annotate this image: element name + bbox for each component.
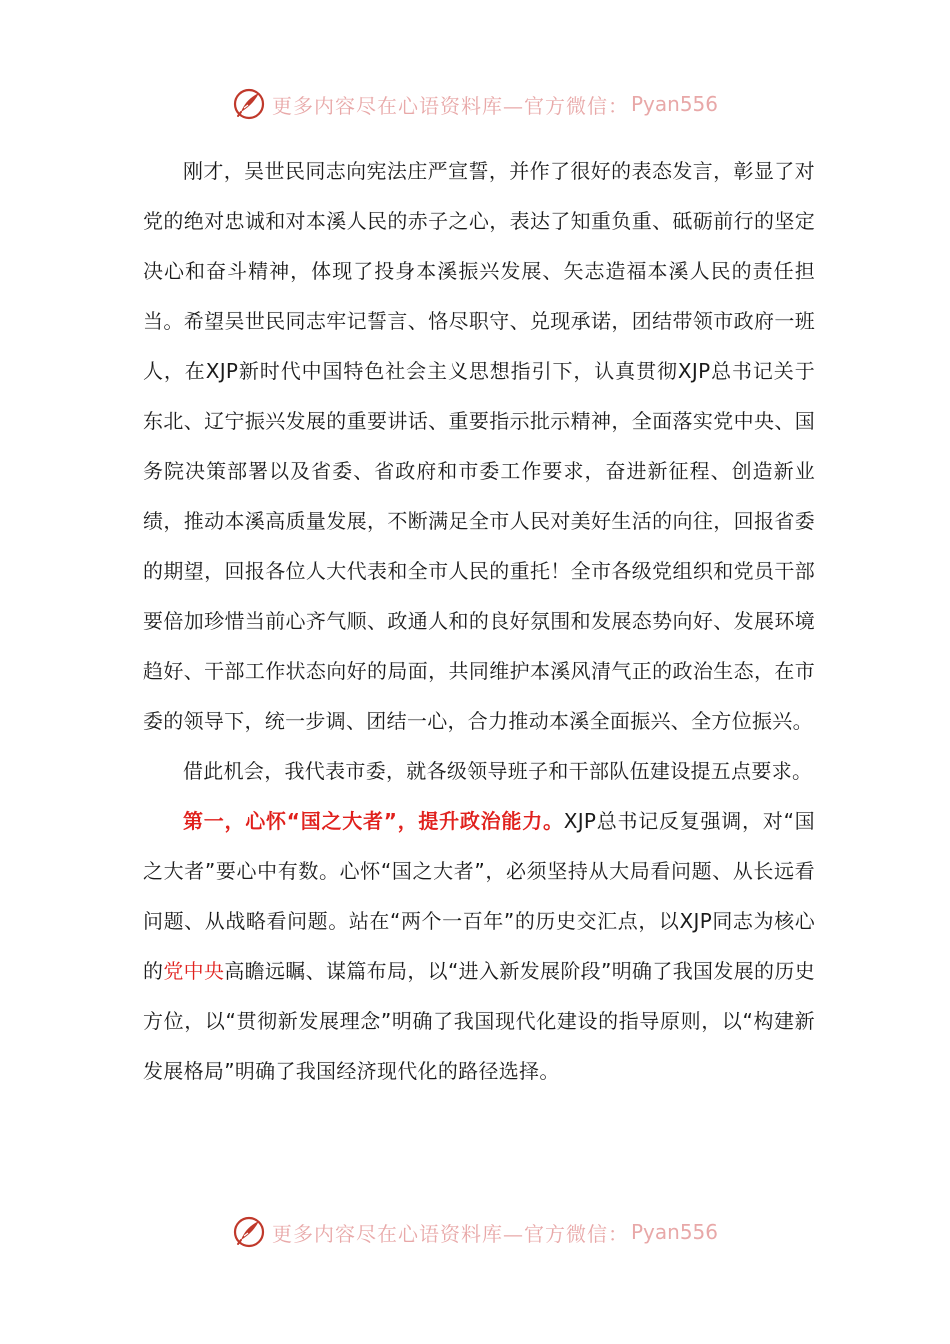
watermark-text: 更多内容尽在心语资料库—官方微信： <box>271 93 629 118</box>
watermark-wechat-id: Pyan556 <box>630 92 718 116</box>
paragraph-3-text-a: XJP总书记反复强调，对“国之大者”要心中有数。心怀“国之大者”，必须坚持从大局看问题、从长远看问题、从战略看问题。站在“两个一百年”的历史交汇点，以XJP同志为核心的 <box>143 809 815 983</box>
header-watermark <box>0 84 950 124</box>
quill-logo-icon <box>232 1215 266 1249</box>
footer-watermark <box>0 1212 950 1252</box>
highlight-party-central: 党中央 <box>163 959 225 983</box>
section-heading-first: 第一，心怀“国之大者”，提升政治能力。 <box>183 809 564 833</box>
paragraph-3-text-b: 高瞻远瞩、谋篇布局，以“进入新发展阶段”明确了我国发展的历史方位，以“贯彻新发展理念”明确了我国现代化建设的指导原则，以“构建新发展格局”明确了我国经济现代化的路径选择。 <box>143 959 815 1083</box>
watermark-text: 更多内容尽在心语资料库—官方微信： <box>271 1221 629 1246</box>
paragraph-3 <box>143 796 815 1096</box>
document-body <box>143 146 815 1096</box>
paragraph-2: 借此机会，我代表市委，就各级领导班子和干部队伍建设提五点要求。 <box>183 759 813 783</box>
watermark-wechat-id: Pyan556 <box>630 1220 718 1244</box>
paragraph-1: 刚才，吴世民同志向宪法庄严宣誓，并作了很好的表态发言，彰显了对党的绝对忠诚和对本溪人民的赤子之心，表达了知重负重、砥砺前行的坚定决心和奋斗精神，体现了投身本溪振兴发展、矢志造福本溪人民的责任担当。希望吴世民同志牢记誓言、恪尽职守、兑现承诺，团结带领市政府一班人，在XJP新时代中国特色社会主义思想指引下，认真贯彻XJP总书记关于东北、辽宁振兴发展的重要讲话、重要指示批示精神，全面落实党中央、国务院决策部署以及省委、省政府和市委工作要求，奋进新征程、创造新业绩，推动本溪高质量发展，不断满足全市人民对美好生活的向往，回报省委的期望，回报各位人大代表和全市人民的重托！全市各级党组织和党员干部要倍加珍惜当前心齐气顺、政通人和的良好氛围和发展态势向好、发展环境趋好、干部工作状态向好的局面，共同维护本溪风清气正的政治生态，在市委的领导下，统一步调、团结一心，合力推动本溪全面振兴、全方位振兴。 <box>143 159 815 733</box>
quill-logo-icon <box>232 87 266 121</box>
